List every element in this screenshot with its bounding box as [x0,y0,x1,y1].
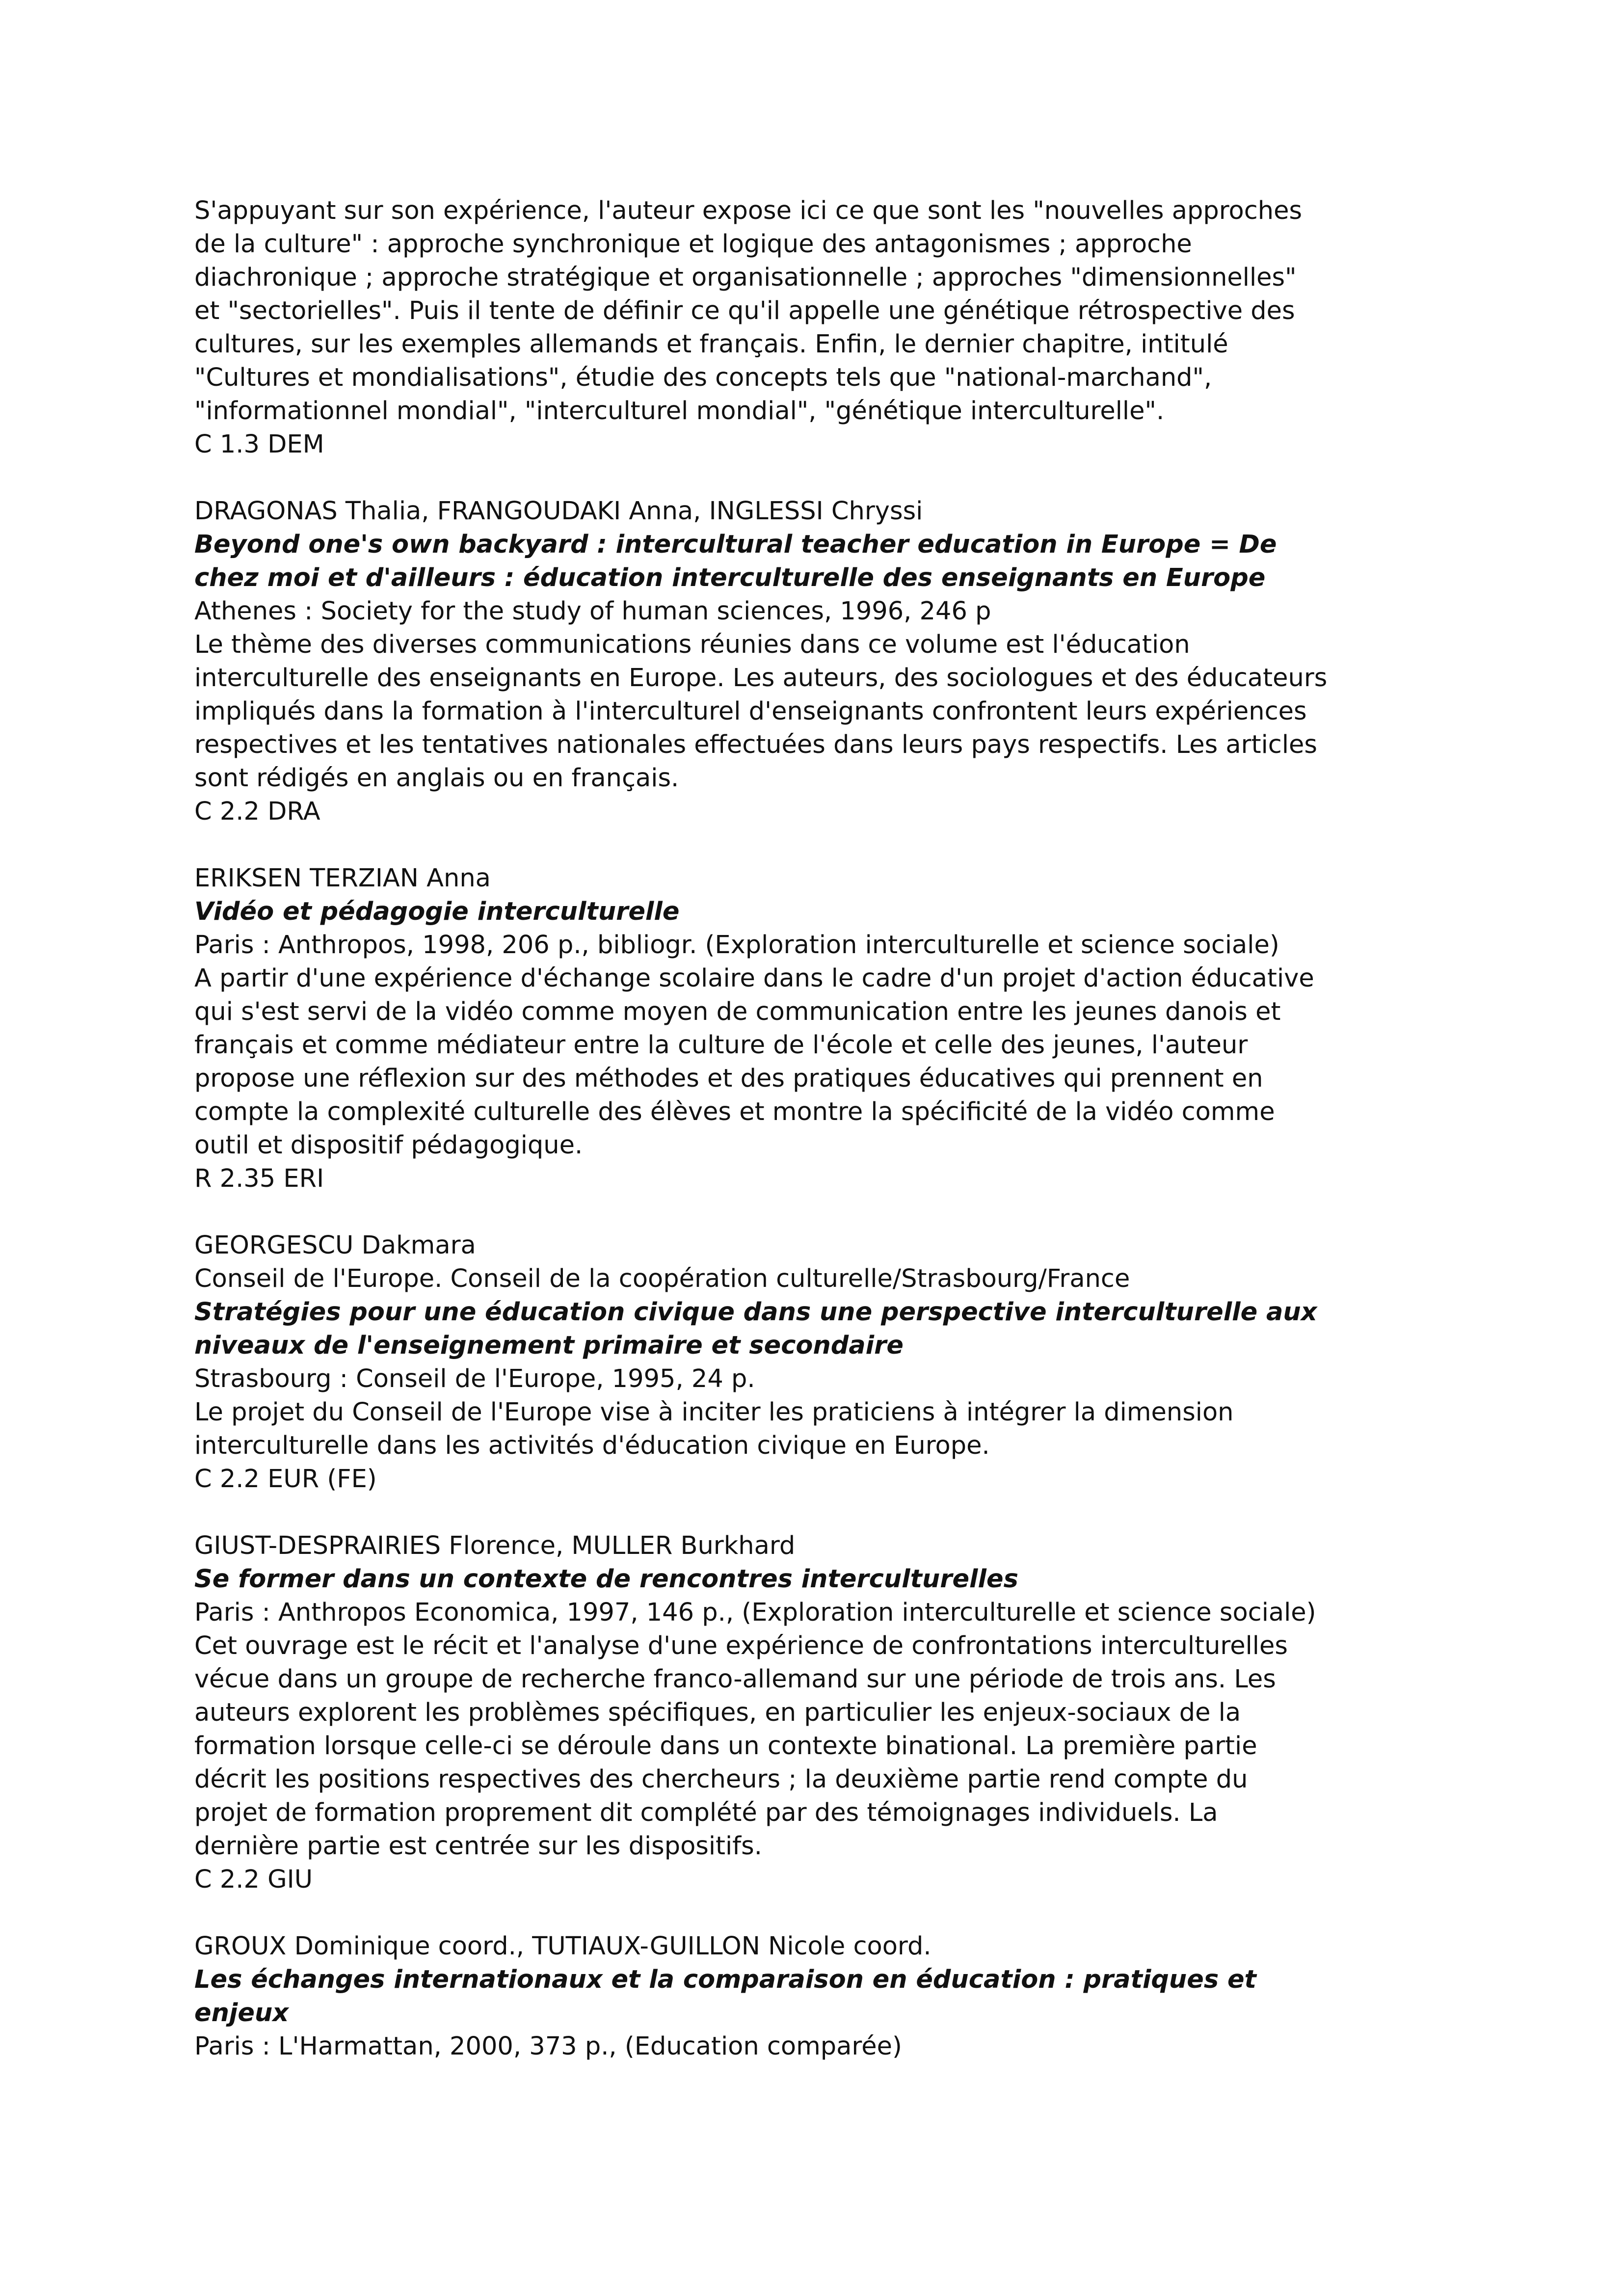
entry-title: enjeux [194,1999,289,2028]
abstract-line: projet de formation proprement dit complété par des témoignages individuels. La [194,1798,1218,1827]
entry-title: Beyond one's own backyard : intercultural teacher education in Europe = De [194,530,1277,559]
entry-publication: Paris : Anthropos Economica, 1997, 146 p., (Exploration interculturelle et science sociale) [194,1598,1316,1627]
bibliography-entry [194,495,1451,828]
entry-authors: DRAGONAS Thalia, FRANGOUDAKI Anna, INGLESSI Chryssi [194,497,923,526]
abstract-line: formation lorsque celle-ci se déroule dans un contexte binational. La première partie [194,1732,1257,1761]
abstract-line: cultures, sur les exemples allemands et français. Enfin, le dernier chapitre, intitulé [194,330,1228,359]
bibliography-page [194,194,1451,2097]
bibliography-entry [194,1529,1451,1896]
entry-publication: Paris : L'Harmattan, 2000, 373 p., (Education comparée) [194,2032,902,2061]
call-number: C 2.2 DRA [194,797,320,826]
call-number: R 2.35 ERI [194,1164,324,1193]
abstract-line: propose une réflexion sur des méthodes et des pratiques éducatives qui prennent en [194,1064,1263,1093]
entry-authors: GIUST-DESPRAIRIES Florence, MULLER Burkhard [194,1531,796,1560]
entry-continuation [194,194,1451,461]
call-number: C 2.2 GIU [194,1865,313,1894]
abstract-line: S'appuyant sur son expérience, l'auteur expose ici ce que sont les "nouvelles approches [194,196,1303,225]
abstract-line: compte la complexité culturelle des élèves et montre la spécificité de la vidéo comme [194,1097,1275,1126]
abstract-line: respectives et les tentatives nationales effectuées dans leurs pays respectifs. Les articles [194,730,1317,759]
abstract-line: décrit les positions respectives des chercheurs ; la deuxième partie rend compte du [194,1765,1248,1794]
entry-publication: Paris : Anthropos, 1998, 206 p., bibliogr. (Exploration interculturelle et science sociale) [194,931,1279,960]
abstract-line: A partir d'une expérience d'échange scolaire dans le cadre d'un projet d'action éducative [194,964,1314,993]
abstract-line: Le thème des diverses communications réunies dans ce volume est l'éducation [194,630,1190,659]
entry-title: Vidéo et pédagogie interculturelle [194,897,680,926]
abstract-line: français et comme médiateur entre la culture de l'école et celle des jeunes, l'auteur [194,1031,1248,1060]
entry-title: niveaux de l'enseignement primaire et secondaire [194,1331,904,1360]
call-number: C 2.2 EUR (FE) [194,1465,377,1494]
entry-authors: GEORGESCU Dakmara [194,1231,476,1260]
abstract-line: interculturelle des enseignants en Europe. Les auteurs, des sociologues et des éducateurs [194,664,1328,693]
entry-publication: Athenes : Society for the study of human sciences, 1996, 246 p [194,597,991,626]
abstract-line: auteurs explorent les problèmes spécifiques, en particulier les enjeux-sociaux de la [194,1698,1241,1727]
abstract-line: impliqués dans la formation à l'interculturel d'enseignants confrontent leurs expériences [194,697,1307,726]
entry-publication: Strasbourg : Conseil de l'Europe, 1995, 24 p. [194,1364,755,1393]
call-number: C 1.3 DEM [194,430,324,459]
abstract-line: qui s'est servi de la vidéo comme moyen de communication entre les jeunes danois et [194,997,1281,1026]
entry-authors: GROUX Dominique coord., TUTIAUX-GUILLON Nicole coord. [194,1932,931,1961]
entry-title: Se former dans un contexte de rencontres interculturelles [194,1565,1018,1594]
entry-authors: ERIKSEN TERZIAN Anna [194,864,491,893]
abstract-line: vécue dans un groupe de recherche franco-allemand sur une période de trois ans. Les [194,1665,1276,1694]
abstract-line: "Cultures et mondialisations", étudie des concepts tels que "national-marchand", [194,363,1212,392]
abstract-line: Le projet du Conseil de l'Europe vise à inciter les praticiens à intégrer la dimension [194,1398,1234,1427]
abstract-line: diachronique ; approche stratégique et organisationnelle ; approches "dimensionnelles" [194,263,1297,292]
abstract-line: interculturelle dans les activités d'éducation civique en Europe. [194,1431,990,1460]
entry-title: chez moi et d'ailleurs : éducation interculturelle des enseignants en Europe [194,563,1266,592]
bibliography-entry [194,1930,1451,2063]
abstract-line: "informationnel mondial", "interculturel mondial", "génétique interculturelle". [194,397,1165,426]
abstract-line: Cet ouvrage est le récit et l'analyse d'une expérience de confrontations interculturelles [194,1631,1288,1660]
bibliography-entry [194,862,1451,1196]
abstract-line: sont rédigés en anglais ou en français. [194,764,679,793]
entry-organization: Conseil de l'Europe. Conseil de la coopération culturelle/Strasbourg/France [194,1264,1130,1293]
entry-title: Stratégies pour une éducation civique dans une perspective interculturelle aux [194,1298,1317,1327]
entry-title: Les échanges internationaux et la comparaison en éducation : pratiques et [194,1965,1256,1994]
bibliography-entry [194,1229,1451,1496]
abstract-line: de la culture" : approche synchronique et logique des antagonismes ; approche [194,230,1192,259]
abstract-line: et "sectorielles". Puis il tente de définir ce qu'il appelle une génétique rétrospective des [194,296,1295,325]
abstract-line: outil et dispositif pédagogique. [194,1131,583,1160]
abstract-line: dernière partie est centrée sur les dispositifs. [194,1832,762,1861]
